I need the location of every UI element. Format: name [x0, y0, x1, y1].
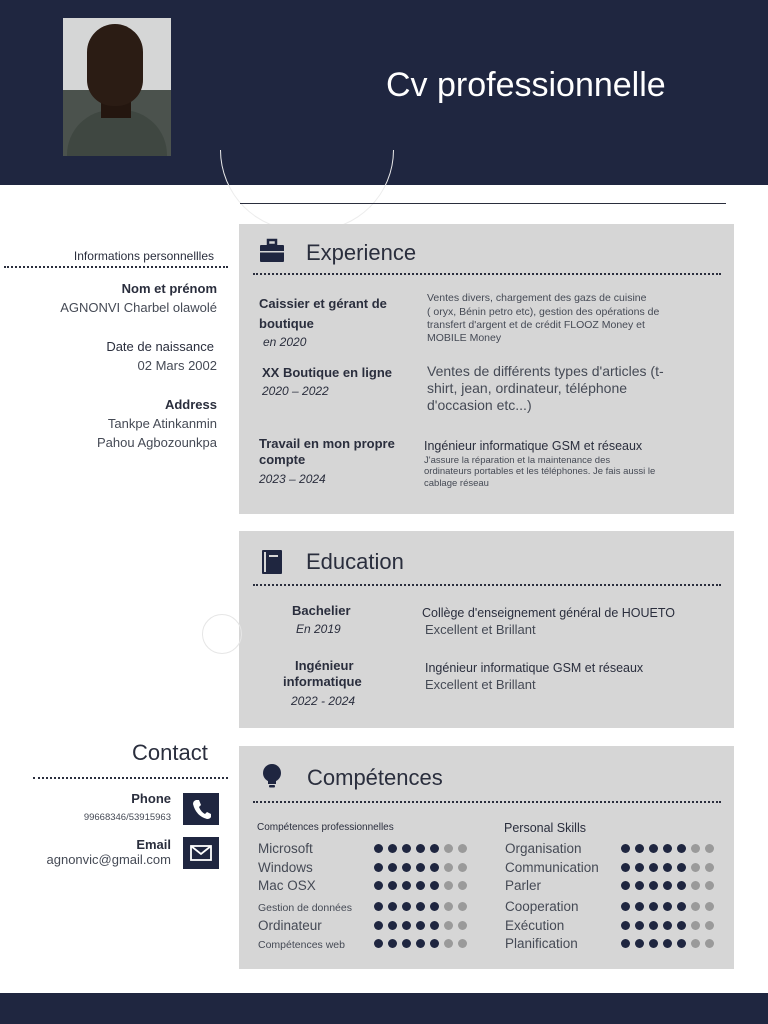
education-mention: Excellent et Brillant — [425, 622, 536, 637]
experience-desc-line: ordinateurs portables et les téléphones. Je fais aussi le — [424, 466, 656, 477]
skill-dot-empty — [705, 921, 714, 930]
skill-level-dots — [374, 844, 467, 853]
experience-desc-line: cablage réseau — [424, 478, 489, 489]
skill-dot-filled — [649, 921, 658, 930]
experience-desc-line: shirt, jean, ordinateur, téléphone — [427, 380, 628, 396]
skill-dot-filled — [677, 902, 686, 911]
skill-dot-filled — [374, 863, 383, 872]
skill-dot-empty — [444, 863, 453, 872]
skill-dot-empty — [444, 921, 453, 930]
address-line-2: Pahou Agbozounkpa — [97, 435, 217, 450]
email-value: agnonvic@gmail.com — [46, 852, 171, 867]
skill-label: Cooperation — [505, 899, 579, 914]
education-title: Education — [306, 549, 404, 574]
skill-dot-filled — [416, 881, 425, 890]
skill-dot-filled — [402, 921, 411, 930]
experience-desc-line: transfert d'argent et de crédit FLOOZ Money et — [427, 319, 645, 331]
skill-dot-filled — [430, 863, 439, 872]
skill-dot-filled — [374, 939, 383, 948]
skill-label: Mac OSX — [258, 878, 316, 893]
skill-dot-filled — [635, 844, 644, 853]
skill-level-dots — [621, 881, 714, 890]
skill-dot-filled — [677, 921, 686, 930]
skill-dot-filled — [677, 881, 686, 890]
footer-band — [0, 993, 768, 1024]
skill-dot-filled — [430, 939, 439, 948]
skill-dot-empty — [458, 921, 467, 930]
skill-dot-filled — [649, 844, 658, 853]
photo-head — [87, 24, 143, 106]
skill-dot-empty — [458, 863, 467, 872]
skills-title: Compétences — [307, 765, 443, 790]
contact-title: Contact — [132, 740, 208, 765]
skill-dot-filled — [388, 844, 397, 853]
experience-desc-line: MOBILE Money — [427, 332, 502, 344]
skill-level-dots — [621, 863, 714, 872]
education-section — [239, 531, 734, 728]
skill-dot-filled — [663, 921, 672, 930]
experience-role: Travail en mon propre — [259, 436, 395, 451]
skill-dot-filled — [621, 844, 630, 853]
experience-desc-line: J'assure la réparation et la maintenance des — [424, 455, 611, 466]
education-period: En 2019 — [296, 622, 341, 636]
skill-dot-filled — [621, 863, 630, 872]
skill-dot-filled — [649, 939, 658, 948]
document-title: Cv professionnelle — [386, 66, 666, 104]
skill-dot-empty — [705, 902, 714, 911]
skill-dot-empty — [691, 921, 700, 930]
skill-level-dots — [374, 881, 467, 890]
skill-dot-filled — [621, 921, 630, 930]
skill-level-dots — [621, 844, 714, 853]
envelope-icon — [183, 837, 219, 869]
skill-dot-filled — [402, 863, 411, 872]
skill-dot-empty — [691, 863, 700, 872]
skill-dot-filled — [621, 881, 630, 890]
skill-dot-filled — [621, 902, 630, 911]
skills-section — [239, 746, 734, 969]
experience-period: 2023 – 2024 — [259, 472, 326, 486]
skill-dot-filled — [416, 844, 425, 853]
skill-dot-empty — [458, 902, 467, 911]
experience-desc-title: Ingénieur informatique GSM et réseaux — [424, 439, 643, 453]
experience-title: Experience — [306, 240, 417, 265]
skill-dot-empty — [691, 881, 700, 890]
experience-role-line2: compte — [259, 452, 306, 467]
skill-dot-filled — [388, 921, 397, 930]
name-label: Nom et prénom — [121, 281, 217, 296]
skill-dot-filled — [402, 939, 411, 948]
skill-label: Ordinateur — [258, 918, 322, 933]
skill-dot-filled — [635, 921, 644, 930]
skill-dot-empty — [691, 939, 700, 948]
skill-dot-filled — [374, 881, 383, 890]
experience-role: XX Boutique en ligne — [262, 365, 393, 380]
phone-label: Phone — [131, 791, 171, 806]
skill-dot-empty — [444, 902, 453, 911]
dob-label: Date de naissance — [106, 339, 214, 354]
experience-section — [239, 224, 734, 514]
briefcase-icon — [259, 238, 285, 264]
skill-dot-filled — [416, 902, 425, 911]
skill-dot-filled — [635, 863, 644, 872]
skill-level-dots — [621, 902, 714, 911]
skill-dot-filled — [374, 844, 383, 853]
skill-dot-empty — [691, 844, 700, 853]
skill-label: Parler — [505, 878, 542, 893]
skill-dot-empty — [458, 844, 467, 853]
skill-dot-filled — [388, 863, 397, 872]
skill-dot-empty — [444, 844, 453, 853]
education-degree: Bachelier — [292, 603, 351, 618]
experience-period: 2020 – 2022 — [262, 384, 329, 398]
skill-label: Windows — [258, 860, 313, 875]
skill-dot-filled — [635, 881, 644, 890]
experience-role-line2: boutique — [259, 316, 314, 331]
email-label: Email — [136, 837, 171, 852]
name-value: AGNONVI Charbel olawolé — [60, 300, 217, 315]
skill-dot-filled — [430, 844, 439, 853]
skill-dot-filled — [649, 881, 658, 890]
education-mention: Excellent et Brillant — [425, 677, 536, 692]
skill-label: Exécution — [505, 918, 565, 933]
experience-desc-line: Ventes de différents types d'articles (t- — [427, 363, 664, 379]
personal-info-heading: Informations personnellles — [73, 249, 214, 263]
skill-dot-filled — [388, 902, 397, 911]
skill-label: Communication — [505, 860, 599, 875]
skill-level-dots — [374, 863, 467, 872]
skill-level-dots — [374, 939, 467, 948]
skill-dot-filled — [374, 921, 383, 930]
skill-dot-filled — [416, 863, 425, 872]
skill-dot-empty — [444, 939, 453, 948]
experience-divider — [253, 273, 721, 275]
experience-role: Caissier et gérant de — [259, 296, 387, 311]
address-line-1: Tankpe Atinkanmin — [107, 416, 217, 431]
skill-dot-empty — [458, 881, 467, 890]
skill-label: Gestion de données — [258, 902, 352, 914]
skill-dot-filled — [416, 921, 425, 930]
education-divider — [253, 584, 721, 586]
phone-icon — [183, 793, 219, 825]
decorative-circle — [202, 614, 242, 654]
skill-level-dots — [374, 902, 467, 911]
contact-divider — [33, 777, 228, 779]
skill-dot-filled — [374, 902, 383, 911]
skill-dot-filled — [635, 902, 644, 911]
skill-dot-empty — [444, 881, 453, 890]
decorative-arc — [220, 150, 394, 231]
skills-divider — [253, 801, 721, 803]
skill-dot-filled — [430, 902, 439, 911]
skill-dot-filled — [402, 902, 411, 911]
education-school: Ingénieur informatique GSM et réseaux — [425, 661, 644, 675]
header-divider — [240, 203, 726, 204]
skill-dot-filled — [649, 902, 658, 911]
skill-level-dots — [621, 939, 714, 948]
skill-dot-filled — [430, 921, 439, 930]
skill-dot-filled — [663, 844, 672, 853]
education-degree: Ingénieur — [295, 658, 354, 673]
skill-dot-filled — [649, 863, 658, 872]
skill-dot-filled — [402, 844, 411, 853]
experience-period: en 2020 — [263, 335, 307, 349]
dob-value: 02 Mars 2002 — [137, 358, 217, 373]
skill-dot-empty — [705, 881, 714, 890]
skill-dot-filled — [621, 939, 630, 948]
skill-dot-filled — [663, 902, 672, 911]
education-school: Collège d'enseignement général de HOUETO — [422, 606, 675, 620]
education-degree-line2: informatique — [283, 674, 362, 689]
skill-label: Organisation — [505, 841, 582, 856]
phone-value: 99668346/53915963 — [83, 812, 171, 823]
skill-dot-empty — [705, 939, 714, 948]
lightbulb-icon — [259, 763, 285, 789]
skill-label: Microsoft — [258, 841, 313, 856]
personal-skills-heading: Personal Skills — [504, 821, 586, 835]
book-icon — [259, 549, 285, 575]
portrait-photo — [63, 18, 171, 156]
skill-level-dots — [374, 921, 467, 930]
skill-dot-filled — [677, 939, 686, 948]
skill-level-dots — [621, 921, 714, 930]
skill-dot-filled — [402, 881, 411, 890]
skill-dot-filled — [663, 939, 672, 948]
skill-dot-filled — [430, 881, 439, 890]
personal-info-divider — [4, 266, 228, 268]
skill-dot-empty — [458, 939, 467, 948]
skill-dot-filled — [416, 939, 425, 948]
skill-dot-empty — [705, 844, 714, 853]
skill-dot-filled — [677, 844, 686, 853]
address-label: Address — [164, 397, 217, 412]
education-period: 2022 - 2024 — [291, 694, 356, 708]
experience-desc-line: ( oryx, Bénin petro etc), gestion des opérations de — [427, 306, 660, 318]
skill-dot-filled — [663, 863, 672, 872]
skill-dot-filled — [388, 939, 397, 948]
skill-label: Planification — [505, 936, 578, 951]
skill-dot-filled — [388, 881, 397, 890]
skill-dot-empty — [705, 863, 714, 872]
pro-skills-heading: Compétences professionnelles — [257, 822, 394, 833]
skill-dot-empty — [691, 902, 700, 911]
skill-dot-filled — [677, 863, 686, 872]
skill-dot-filled — [663, 881, 672, 890]
experience-desc-line: d'occasion etc...) — [427, 397, 532, 413]
skill-label: Compétences web — [258, 939, 345, 951]
skill-dot-filled — [635, 939, 644, 948]
experience-desc-line: Ventes divers, chargement des gazs de cuisine — [427, 292, 647, 304]
